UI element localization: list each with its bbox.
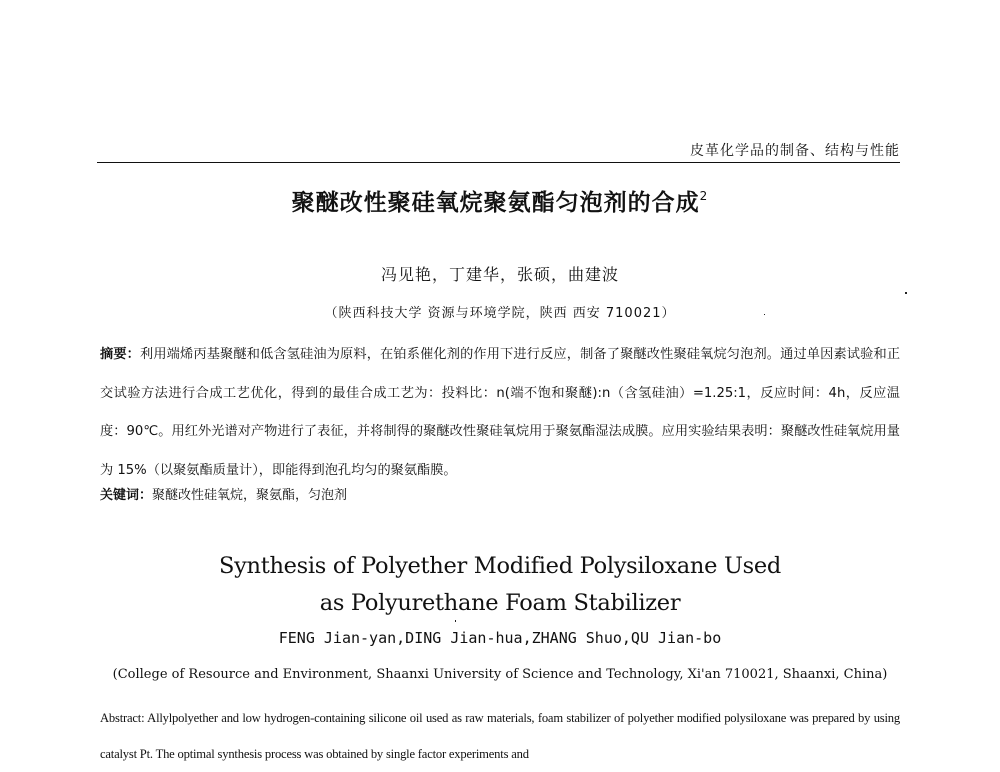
- keywords-cn-text: 聚醚改性硅氧烷，聚氨酯，匀泡剂: [152, 488, 348, 503]
- abstract-cn: [100, 336, 900, 490]
- title-cn-text: 聚醚改性聚硅氧烷聚氨酯匀泡剂的合成: [291, 190, 700, 216]
- scan-speck: [455, 620, 456, 622]
- header-rule: [97, 162, 900, 163]
- abstract-en-label: Abstract:: [100, 711, 145, 725]
- abstract-cn-label: 摘要：: [100, 347, 141, 362]
- keywords-cn-label: 关键词：: [100, 488, 153, 503]
- scan-speck: [905, 292, 907, 294]
- keywords-cn: [100, 484, 347, 503]
- abstract-en-text: Allylpolyether and low hydrogen-containing silicone oil used as raw materials, foam stabilizer of polyether modified polysiloxane was prepared by using catalyst Pt. The optimal synthesis process was obtained by single factor experiments and: [100, 711, 900, 761]
- title-en: [0, 548, 1000, 622]
- abstract-en: [100, 700, 900, 772]
- authors-cn: 冯见艳，丁建华，张硕，曲建波: [380, 265, 619, 284]
- affiliation-en: (College of Resource and Environment, Shaanxi University of Science and Technology, Xi'an 710021, Shaanxi, China): [112, 667, 888, 682]
- affiliation-cn: （陕西科技大学 资源与环境学院，陕西 西安 710021）: [324, 306, 676, 321]
- title-en-line-2: as Polyurethane Foam Stabilizer: [319, 590, 681, 616]
- title-en-line-1: Synthesis of Polyether Modified Polysiloxane Used: [218, 553, 782, 579]
- scan-speck: [764, 314, 765, 315]
- title-cn-footnote-mark: 2: [699, 189, 709, 203]
- authors-en: FENG Jian-yan,DING Jian-hua,ZHANG Shuo,QU Jian-bo: [278, 629, 722, 647]
- running-header: 皮革化学品的制备、结构与性能: [690, 143, 900, 159]
- title-cn: [0, 184, 1000, 217]
- abstract-cn-text: 利用端烯丙基聚醚和低含氢硅油为原料，在铂系催化剂的作用下进行反应，制备了聚醚改性聚硅氧烷匀泡剂。通过单因素试验和正交试验方法进行合成工艺优化，得到的最佳合成工艺为：投料比：n(端不饱和聚醚):n（含氢硅油）=1.25:1，反应时间：4h，反应温度：90℃。用红外光谱对产物进行了表征，并将制得的聚醚改性聚硅氧烷用于聚氨酯湿法成膜。应用实验结果表明：聚醚改性硅氧烷用量为 15%（以聚氨酯质量计），即能得到泡孔均匀的聚氨酯膜。: [100, 347, 901, 478]
